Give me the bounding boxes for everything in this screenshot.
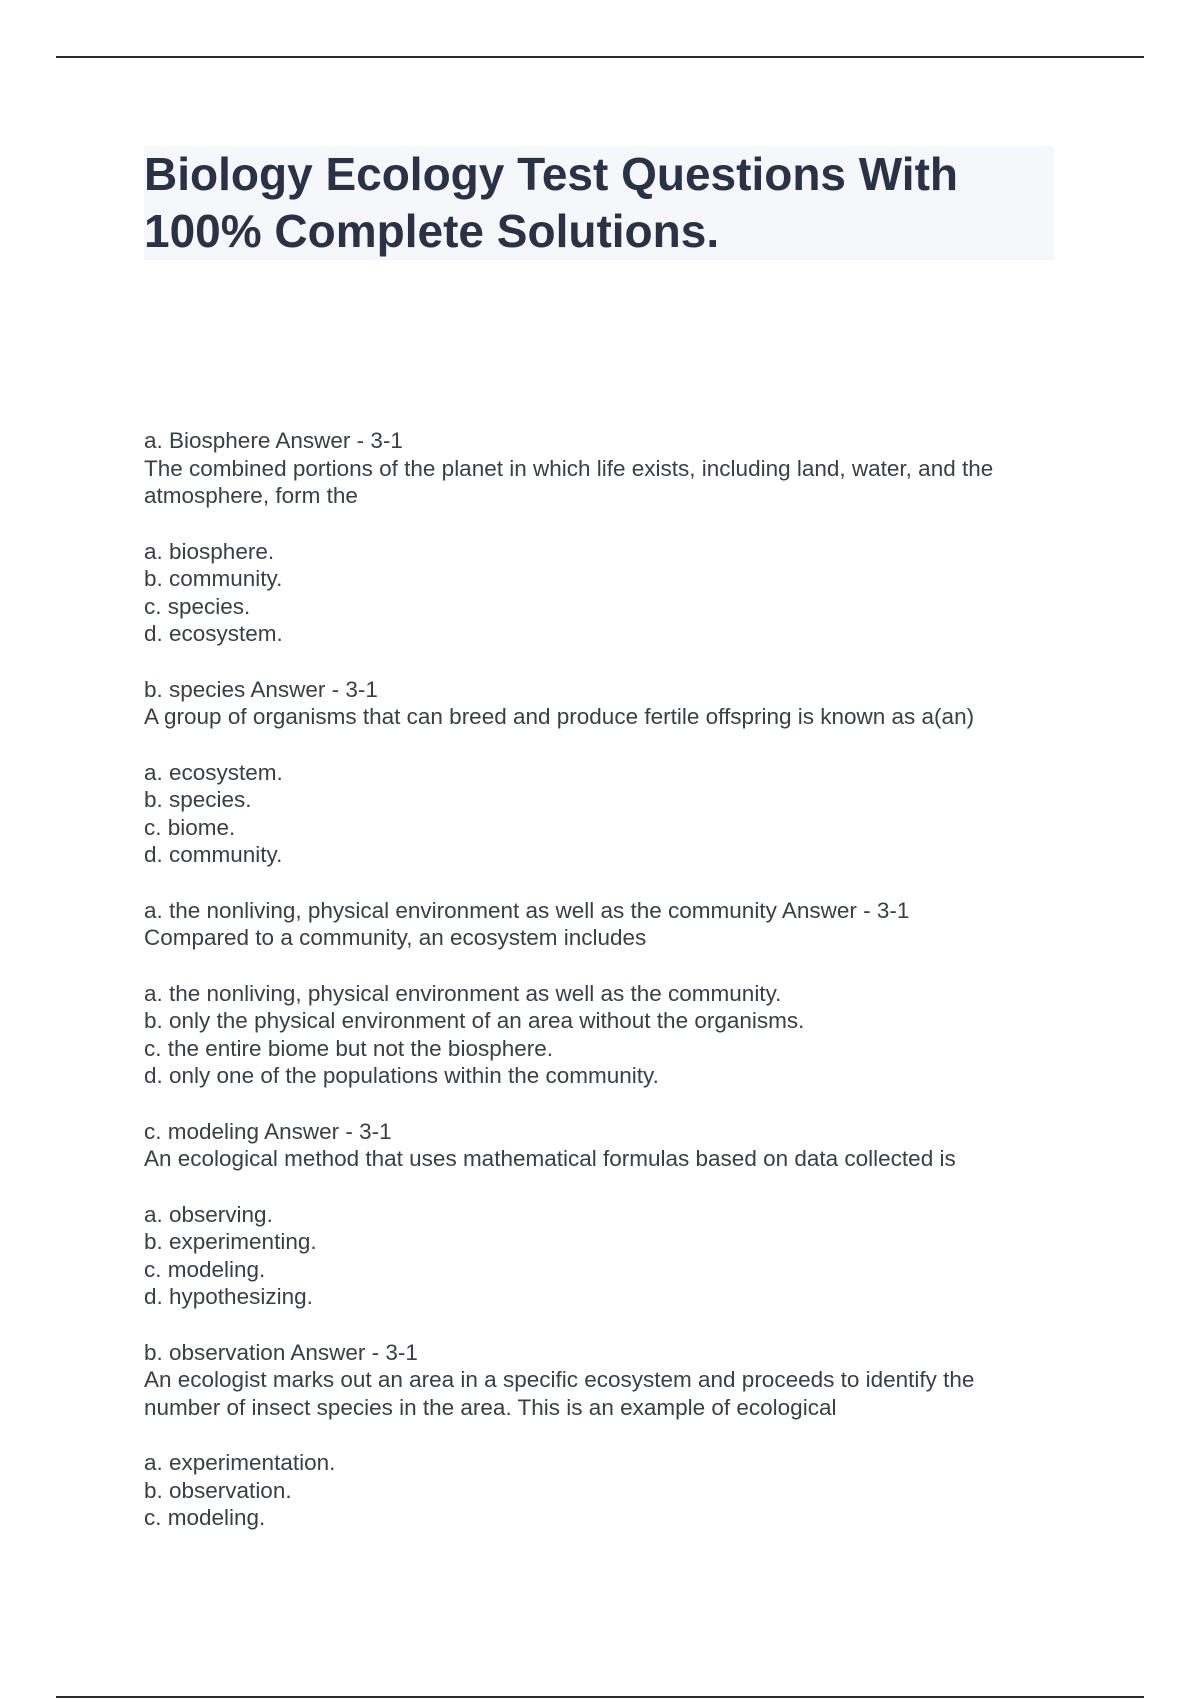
bottom-rule bbox=[56, 1696, 1144, 1698]
question-prompt: An ecological method that uses mathematical formulas based on data collected is bbox=[144, 1146, 956, 1171]
option-list bbox=[144, 1449, 1054, 1532]
option-item: a. biosphere. bbox=[144, 538, 275, 564]
option-item: c. modeling. bbox=[144, 1256, 266, 1282]
option-item: d. community. bbox=[144, 842, 283, 867]
answer-line: a. the nonliving, physical environment as well as the community Answer - 3-1 bbox=[144, 897, 910, 923]
document-title: Biology Ecology Test Questions With 100% Complete Solutions. bbox=[144, 146, 1054, 260]
question-prompt: The combined portions of the planet in which life exists, including land, water, and the atmosphere, form the bbox=[144, 455, 994, 508]
question-prompt: A group of organisms that can breed and produce fertile offspring is known as a(an) bbox=[144, 704, 975, 729]
option-item: a. observing. bbox=[144, 1201, 273, 1227]
question-block bbox=[144, 897, 1054, 1090]
option-item: a. ecosystem. bbox=[144, 759, 283, 785]
option-item: b. species. bbox=[144, 787, 252, 812]
option-item: b. observation. bbox=[144, 1477, 292, 1503]
question-block bbox=[144, 1339, 1054, 1532]
question-block bbox=[144, 427, 1054, 648]
option-item: d. only one of the populations within the community. bbox=[144, 1063, 659, 1088]
document-body bbox=[144, 146, 1054, 1560]
option-list bbox=[144, 759, 1054, 869]
question-block bbox=[144, 1118, 1054, 1311]
option-list bbox=[144, 1201, 1054, 1311]
top-rule bbox=[56, 56, 1144, 58]
option-item: a. experimentation. bbox=[144, 1450, 336, 1475]
question-list bbox=[144, 427, 1054, 1532]
option-item: c. the entire biome but not the biosphere. bbox=[144, 1035, 554, 1061]
option-item: c. biome. bbox=[144, 814, 236, 840]
option-item: b. community. bbox=[144, 566, 283, 591]
question-prompt: Compared to a community, an ecosystem includes bbox=[144, 925, 647, 950]
option-list bbox=[144, 980, 1054, 1090]
option-list bbox=[144, 538, 1054, 648]
question-prompt: An ecologist marks out an area in a specific ecosystem and proceeds to identify the number of insect species in the area. This is an example of ecological bbox=[144, 1367, 975, 1420]
option-item: d. ecosystem. bbox=[144, 621, 283, 646]
option-item: b. experimenting. bbox=[144, 1229, 317, 1254]
option-item: d. hypothesizing. bbox=[144, 1284, 313, 1309]
answer-line: a. Biosphere Answer - 3-1 bbox=[144, 428, 403, 453]
answer-line: b. species Answer - 3-1 bbox=[144, 676, 378, 702]
answer-line: b. observation Answer - 3-1 bbox=[144, 1339, 418, 1365]
question-block bbox=[144, 676, 1054, 869]
option-item: b. only the physical environment of an area without the organisms. bbox=[144, 1008, 805, 1033]
option-item: a. the nonliving, physical environment as well as the community. bbox=[144, 980, 782, 1006]
option-item: c. modeling. bbox=[144, 1505, 266, 1530]
option-item: c. species. bbox=[144, 593, 251, 619]
answer-line: c. modeling Answer - 3-1 bbox=[144, 1118, 392, 1144]
